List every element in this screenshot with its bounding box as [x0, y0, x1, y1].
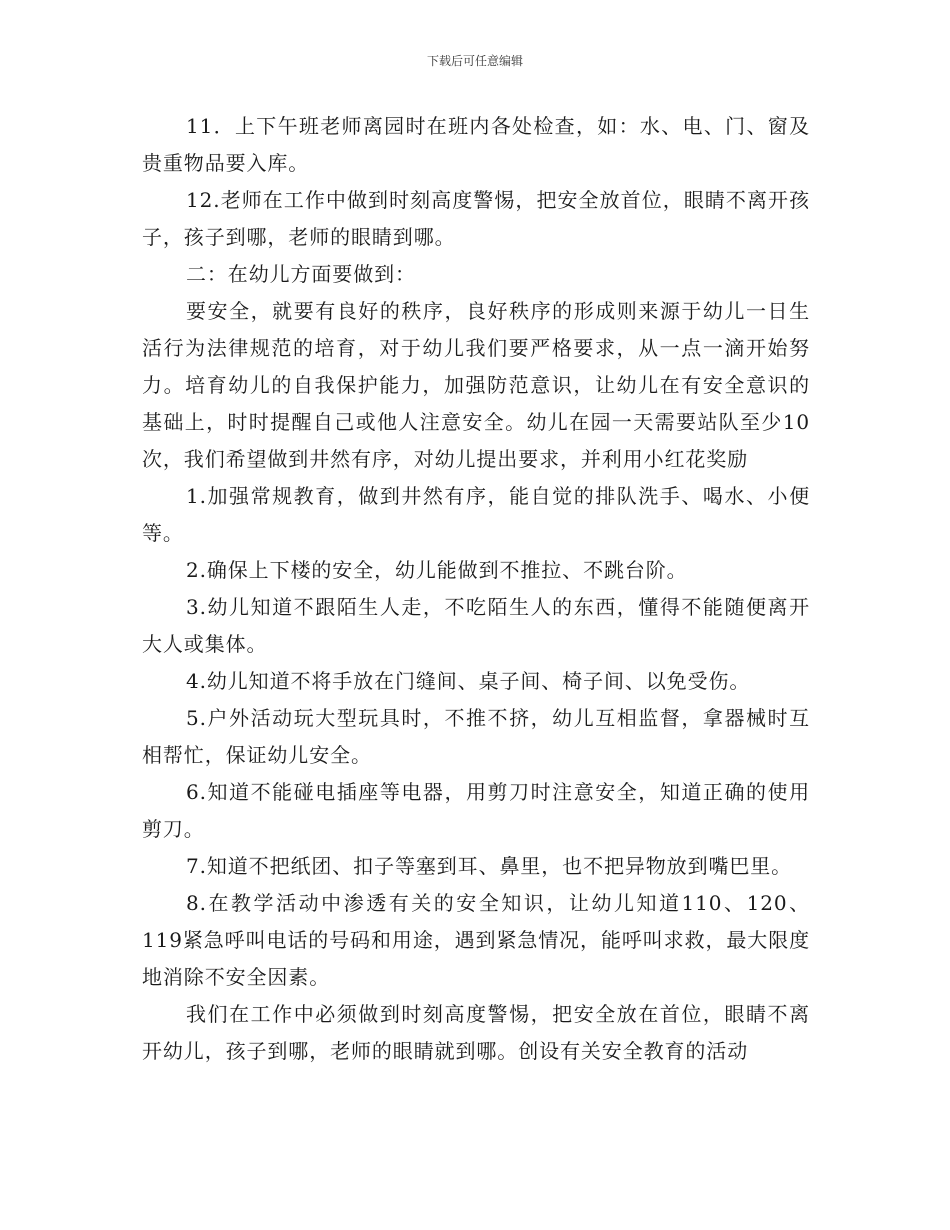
- paragraph-item-7: 7.知道不把纸团、扣子等塞到耳、鼻里，也不把异物放到嘴巴里。: [186, 854, 793, 878]
- paragraph-item-12: 12.老师在工作中做到时刻高度警惕，把安全放首位，眼睛不离开孩子，孩子到哪，老师的眼睛到哪。: [142, 188, 810, 249]
- paragraph-item-5: 5.户外活动玩大型玩具时，不推不挤，幼儿互相监督，拿器械时互相帮忙，保证幼儿安全。: [142, 706, 810, 767]
- paragraph-item-6: 6.知道不能碰电插座等电器，用剪刀时注意安全，知道正确的使用剪刀。: [142, 780, 810, 841]
- paragraph-order-intro: 要安全，就要有良好的秩序，良好秩序的形成则来源于幼儿一日生活行为法律规范的培育，对于幼儿我们要严格要求，从一点一滴开始努力。培育幼儿的自我保护能力，加强防范意识，让幼儿在有安全意识的基础上，时时提醒自己或他人注意安全。幼儿在园一天需要站队至少10次，我们希望做到井然有序，对幼儿提出要求，并利用小红花奖励: [142, 299, 810, 471]
- paragraph-item-2: 2.确保上下楼的安全，幼儿能做到不推拉、不跳台阶。: [186, 558, 688, 582]
- paragraph-item-8: 8.在教学活动中渗透有关的安全知识，让幼儿知道110、120、119紧急呼叫电话的号码和用途，遇到紧急情况，能呼叫求救，最大限度地消除不安全因素。: [142, 891, 810, 989]
- paragraph-item-1: 1.加强常规教育，做到井然有序，能自觉的排队洗手、喝水、小便等。: [142, 484, 810, 545]
- paragraph-item-4: 4.幼儿知道不将手放在门缝间、桌子间、椅子间、以免受伤。: [186, 669, 751, 693]
- paragraph-item-11: 11．上下午班老师离园时在班内各处检查，如：水、电、门、窗及贵重物品要入库。: [142, 114, 810, 175]
- page-header: 下载后可任意编辑: [426, 54, 523, 68]
- document-body: [142, 108, 810, 1070]
- section-heading-children: 二：在幼儿方面要做到：: [186, 262, 416, 286]
- paragraph-conclusion: 我们在工作中必须做到时刻高度警惕，把安全放在首位，眼睛不离开幼儿，孩子到哪，老师的眼睛就到哪。创设有关安全教育的活动: [142, 1002, 810, 1063]
- paragraph-item-3: 3.幼儿知道不跟陌生人走，不吃陌生人的东西，懂得不能随便离开大人或集体。: [142, 595, 810, 656]
